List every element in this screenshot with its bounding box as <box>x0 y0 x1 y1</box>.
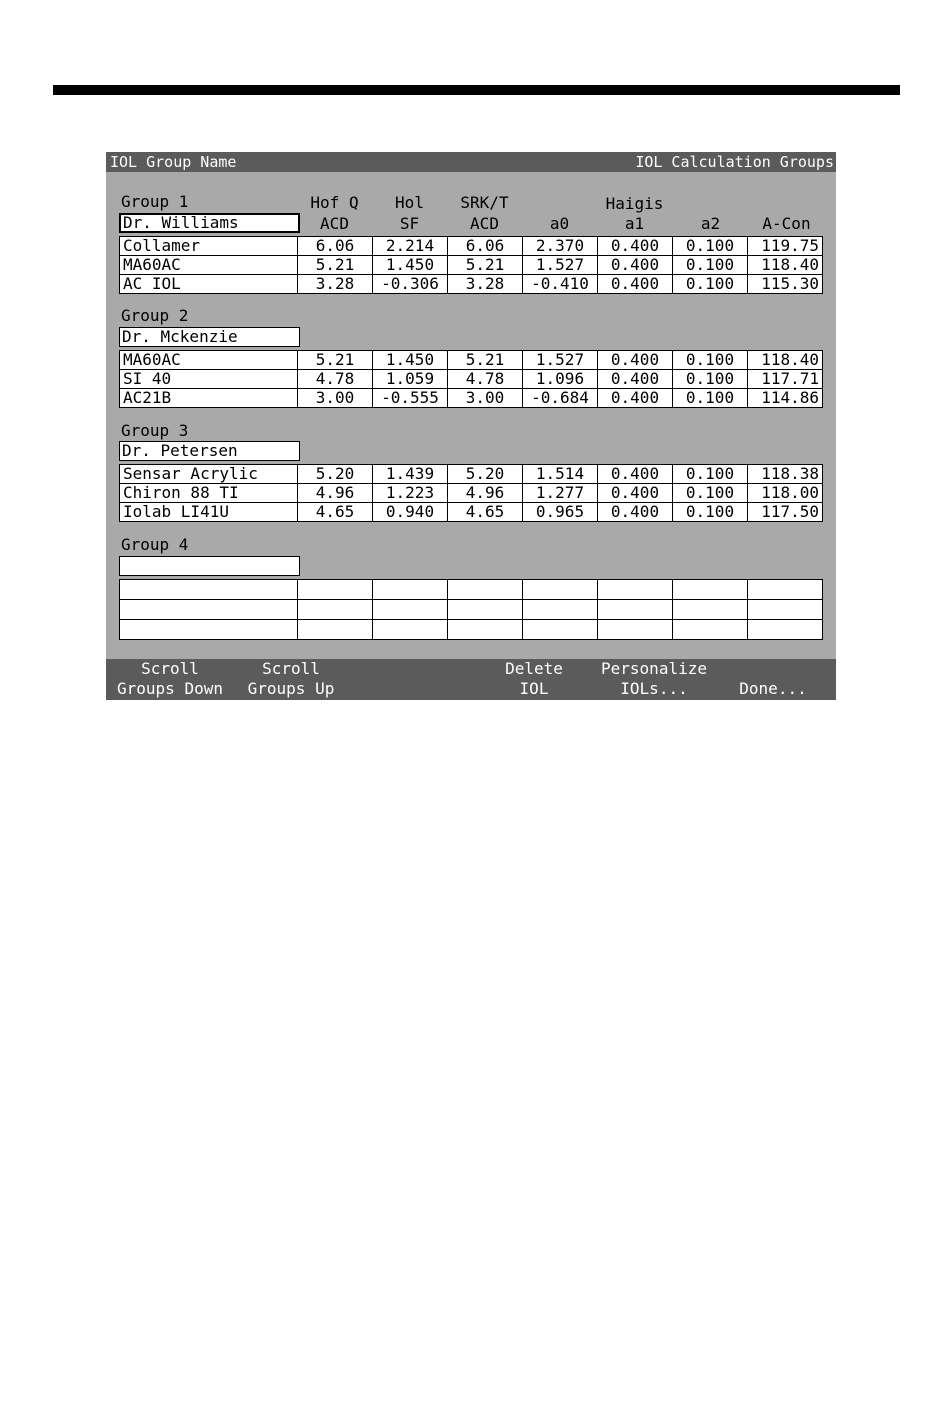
table-row[interactable] <box>120 484 823 503</box>
hol-sf-cell[interactable]: 0.940 <box>373 503 448 522</box>
srkt-acd-cell[interactable] <box>448 600 523 620</box>
hofq-acd-cell[interactable] <box>298 620 373 640</box>
group-3-iol-table <box>119 464 823 522</box>
srkt-acd-cell[interactable] <box>448 620 523 640</box>
scroll-groups-up-line2: Groups Up <box>247 679 335 698</box>
group-3-label: Group 3 <box>121 421 189 440</box>
haigis-a2-cell[interactable]: 0.100 <box>673 370 748 389</box>
haigis-a0-cell[interactable]: 1.277 <box>523 484 598 503</box>
table-row[interactable] <box>120 237 823 256</box>
header-hol-line2: SF <box>399 214 420 233</box>
done-button[interactable] <box>726 659 820 699</box>
group-1-iol-table <box>119 236 823 294</box>
scroll-groups-down-button[interactable] <box>106 659 234 699</box>
haigis-a1-cell[interactable]: 0.400 <box>598 237 673 256</box>
hofq-acd-cell[interactable]: 4.96 <box>298 484 373 503</box>
haigis-a1-cell[interactable] <box>598 620 673 640</box>
hofq-acd-cell[interactable]: 5.21 <box>298 256 373 275</box>
header-haigis: Haigis <box>605 194 664 213</box>
top-rule <box>53 85 900 95</box>
haigis-a1-cell[interactable]: 0.400 <box>598 389 673 408</box>
acon-cell[interactable]: 118.40 <box>748 351 823 370</box>
acon-cell[interactable]: 114.86 <box>748 389 823 408</box>
haigis-a2-cell[interactable] <box>673 580 748 600</box>
srkt-acd-cell[interactable]: 4.65 <box>448 503 523 522</box>
header-hol-line1: Hol <box>395 193 424 212</box>
title-bar <box>106 152 836 172</box>
acon-cell[interactable] <box>748 600 823 620</box>
group-4-iol-table <box>119 579 823 640</box>
group-1-name-field[interactable]: Dr. Williams <box>119 213 300 233</box>
header-a1: a1 <box>624 214 645 233</box>
group-4-name-field[interactable] <box>119 556 300 576</box>
hofq-acd-cell[interactable]: 5.21 <box>298 351 373 370</box>
iol-name-cell[interactable]: Iolab LI41U <box>120 503 298 522</box>
group-2-iol-table <box>119 350 823 408</box>
personalize-iols-line1: Personalize <box>601 659 707 678</box>
scroll-groups-up-line1: Scroll <box>262 659 320 678</box>
haigis-a2-cell[interactable]: 0.100 <box>673 484 748 503</box>
haigis-a2-cell[interactable]: 0.100 <box>673 237 748 256</box>
table-row[interactable] <box>120 580 823 600</box>
haigis-a1-cell[interactable]: 0.400 <box>598 351 673 370</box>
haigis-a0-cell[interactable]: 0.965 <box>523 503 598 522</box>
srkt-acd-cell[interactable]: 4.96 <box>448 484 523 503</box>
hol-sf-cell[interactable]: 1.439 <box>373 465 448 484</box>
table-row[interactable] <box>120 389 823 408</box>
table-row[interactable] <box>120 351 823 370</box>
table-row[interactable] <box>120 620 823 640</box>
haigis-a1-cell[interactable]: 0.400 <box>598 256 673 275</box>
hol-sf-cell[interactable]: -0.306 <box>373 275 448 294</box>
haigis-a1-cell[interactable]: 0.400 <box>598 370 673 389</box>
table-row[interactable] <box>120 503 823 522</box>
delete-iol-line1: Delete <box>505 659 563 678</box>
header-acon: A-Con <box>762 214 811 233</box>
haigis-a0-cell[interactable]: -0.684 <box>523 389 598 408</box>
acon-cell[interactable]: 118.38 <box>748 465 823 484</box>
acon-cell[interactable] <box>748 620 823 640</box>
srkt-acd-cell[interactable]: 3.28 <box>448 275 523 294</box>
hofq-acd-cell[interactable]: 4.78 <box>298 370 373 389</box>
haigis-a0-cell[interactable] <box>523 580 598 600</box>
srkt-acd-cell[interactable]: 5.21 <box>448 256 523 275</box>
haigis-a2-cell[interactable]: 0.100 <box>673 351 748 370</box>
hol-sf-cell[interactable] <box>373 600 448 620</box>
iol-name-cell[interactable]: AC IOL <box>120 275 298 294</box>
acon-cell[interactable]: 118.40 <box>748 256 823 275</box>
acon-cell[interactable] <box>748 580 823 600</box>
srkt-acd-cell[interactable]: 6.06 <box>448 237 523 256</box>
group-4-label: Group 4 <box>121 535 189 554</box>
haigis-a0-cell[interactable] <box>523 620 598 640</box>
done-label: Done... <box>739 679 807 698</box>
haigis-a2-cell[interactable] <box>673 600 748 620</box>
srkt-acd-cell[interactable] <box>448 580 523 600</box>
done-line1 <box>726 659 820 679</box>
iol-name-cell[interactable]: MA60AC <box>120 256 298 275</box>
personalize-iols-button[interactable] <box>592 659 716 699</box>
hofq-acd-cell[interactable] <box>298 600 373 620</box>
hofq-acd-cell[interactable]: 6.06 <box>298 237 373 256</box>
haigis-a0-cell[interactable] <box>523 600 598 620</box>
hofq-acd-cell[interactable]: 3.28 <box>298 275 373 294</box>
haigis-a1-cell[interactable] <box>598 600 673 620</box>
haigis-a2-cell[interactable]: 0.100 <box>673 275 748 294</box>
hol-sf-cell[interactable]: 1.223 <box>373 484 448 503</box>
iol-name-cell[interactable]: AC21B <box>120 389 298 408</box>
personalize-iols-line2: IOLs... <box>620 679 688 698</box>
haigis-a2-cell[interactable] <box>673 620 748 640</box>
haigis-a1-cell[interactable] <box>598 580 673 600</box>
iol-name-cell[interactable] <box>120 600 298 620</box>
header-hofq-line2: ACD <box>320 214 349 233</box>
group-2-label: Group 2 <box>121 306 189 325</box>
hol-sf-cell[interactable]: 1.450 <box>373 256 448 275</box>
iol-name-cell[interactable]: MA60AC <box>120 351 298 370</box>
srkt-acd-cell[interactable]: 5.21 <box>448 351 523 370</box>
iol-name-cell[interactable]: Collamer <box>120 237 298 256</box>
iol-name-cell[interactable]: SI 40 <box>120 370 298 389</box>
table-row[interactable] <box>120 370 823 389</box>
hofq-acd-cell[interactable]: 5.20 <box>298 465 373 484</box>
hol-sf-cell[interactable]: -0.555 <box>373 389 448 408</box>
hofq-acd-cell[interactable]: 4.65 <box>298 503 373 522</box>
iol-name-cell[interactable] <box>120 620 298 640</box>
srkt-acd-cell[interactable]: 5.20 <box>448 465 523 484</box>
haigis-a1-cell[interactable]: 0.400 <box>598 275 673 294</box>
table-row[interactable] <box>120 600 823 620</box>
iol-name-cell[interactable] <box>120 580 298 600</box>
table-row[interactable] <box>120 275 823 294</box>
header-srkt-line2: ACD <box>470 214 499 233</box>
haigis-a1-cell[interactable]: 0.400 <box>598 503 673 522</box>
haigis-a1-cell[interactable]: 0.400 <box>598 484 673 503</box>
header-hofq-line1: Hof Q <box>310 193 359 212</box>
hol-sf-cell[interactable] <box>373 620 448 640</box>
acon-cell[interactable]: 115.30 <box>748 275 823 294</box>
acon-cell[interactable]: 118.00 <box>748 484 823 503</box>
haigis-a2-cell[interactable]: 0.100 <box>673 465 748 484</box>
haigis-a0-cell[interactable]: 2.370 <box>523 237 598 256</box>
iol-calculation-groups-screen <box>106 152 836 700</box>
table-row[interactable] <box>120 465 823 484</box>
group-2-name-field[interactable]: Dr. Mckenzie <box>119 327 300 347</box>
hol-sf-cell[interactable] <box>373 580 448 600</box>
haigis-a0-cell[interactable]: -0.410 <box>523 275 598 294</box>
softkey-bar <box>106 659 836 700</box>
header-a2: a2 <box>700 214 721 233</box>
table-row[interactable] <box>120 256 823 275</box>
delete-iol-line2: IOL <box>519 679 549 698</box>
acon-cell[interactable]: 117.50 <box>748 503 823 522</box>
title-iol-calculation-groups: IOL Calculation Groups <box>635 153 834 171</box>
hol-sf-cell[interactable]: 1.059 <box>373 370 448 389</box>
group-1-label: Group 1 <box>121 192 189 211</box>
haigis-a0-cell[interactable]: 1.527 <box>523 256 598 275</box>
hofq-acd-cell[interactable] <box>298 580 373 600</box>
haigis-a1-cell[interactable]: 0.400 <box>598 465 673 484</box>
header-srkt-line1: SRK/T <box>460 193 509 212</box>
header-a0: a0 <box>549 214 570 233</box>
haigis-a0-cell[interactable]: 1.514 <box>523 465 598 484</box>
delete-iol-button[interactable] <box>484 659 584 699</box>
haigis-a2-cell[interactable]: 0.100 <box>673 503 748 522</box>
haigis-a0-cell[interactable]: 1.096 <box>523 370 598 389</box>
acon-cell[interactable]: 119.75 <box>748 237 823 256</box>
haigis-a2-cell[interactable]: 0.100 <box>673 256 748 275</box>
iol-name-cell[interactable]: Chiron 88 TI <box>120 484 298 503</box>
scroll-groups-up-button[interactable] <box>236 659 346 699</box>
haigis-a0-cell[interactable]: 1.527 <box>523 351 598 370</box>
haigis-a2-cell[interactable]: 0.100 <box>673 389 748 408</box>
iol-name-cell[interactable]: Sensar Acrylic <box>120 465 298 484</box>
srkt-acd-cell[interactable]: 4.78 <box>448 370 523 389</box>
hofq-acd-cell[interactable]: 3.00 <box>298 389 373 408</box>
hol-sf-cell[interactable]: 1.450 <box>373 351 448 370</box>
scroll-groups-down-line1: Scroll <box>141 659 199 678</box>
scroll-groups-down-line2: Groups Down <box>117 679 223 698</box>
srkt-acd-cell[interactable]: 3.00 <box>448 389 523 408</box>
title-iol-group-name: IOL Group Name <box>110 153 237 171</box>
group-3-name-field[interactable]: Dr. Petersen <box>119 441 300 461</box>
acon-cell[interactable]: 117.71 <box>748 370 823 389</box>
hol-sf-cell[interactable]: 2.214 <box>373 237 448 256</box>
